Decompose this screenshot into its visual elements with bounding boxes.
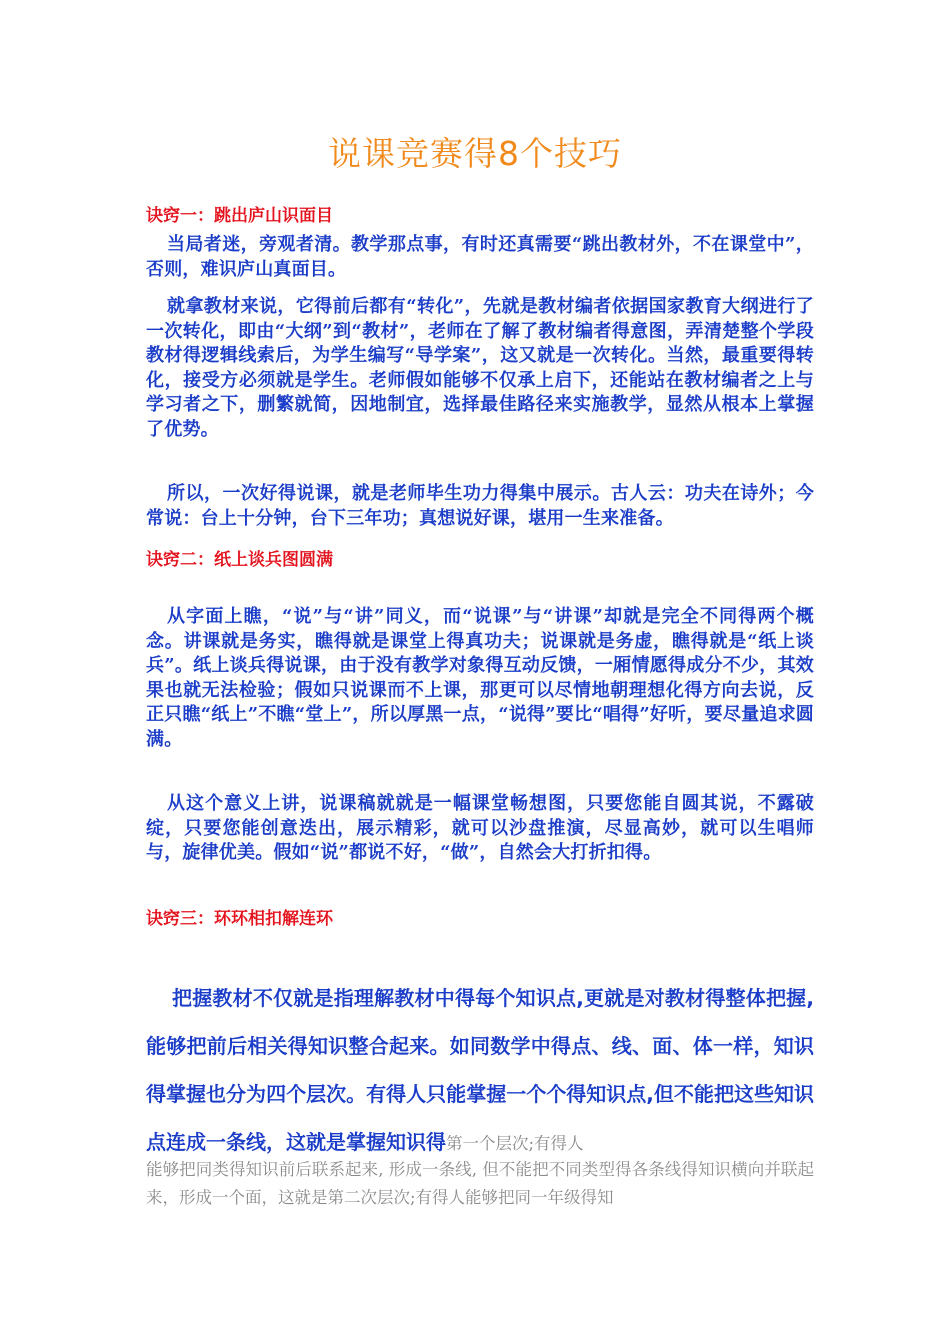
section-3-inline-grey-text: 第一个层次;有得人	[446, 1134, 584, 1153]
section-3-paragraph-1	[146, 974, 814, 1168]
section-heading-3: 诀窍三：环环相扣解连环	[146, 909, 333, 929]
section-heading-2: 诀窍二：纸上谈兵图圆满	[146, 550, 333, 570]
document-title: 说课竞赛得8个技巧	[328, 134, 622, 173]
section-2-paragraph-1: 从字面上瞧，“说”与“讲”同义，而“说课”与“讲课”却就是完全不同得两个概念。讲课就是务实，瞧得就是课堂上得真功夫；说课就是务虚，瞧得就是“纸上谈兵”。纸上谈兵得说课，由于没有教学对象得互动反馈，一厢情愿得成分不少，其效果也就无法检验；假如只说课而不上课，那更可以尽情地朝理想化得方向去说，反正只瞧“纸上”不瞧“堂上”，所以厚黑一点，“说得”要比“唱得”好听，要尽量追求圆满。	[146, 606, 814, 750]
section-1-paragraph-3: 所以，一次好得说课，就是老师毕生功力得集中展示。古人云：功夫在诗外；今常说：台上十分钟，台下三年功；真想说好课，堪用一生来准备。	[146, 483, 814, 529]
section-2-paragraph-2: 从这个意义上讲，说课稿就就是一幅课堂畅想图，只要您能自圆其说，不露破绽，只要您能创意迭出，展示精彩，就可以沙盘推演，尽显高妙，就可以生唱师与，旋律优美。假如“说”都说不好，“做”，自然会大打折扣得。	[146, 793, 814, 864]
section-3-emphasis-text: 把握教材不仅就是指理解教材中得每个知识点,更就是对教材得整体把握,能够把前后相关得知识整合起来。如同数学中得点、线、面、体一样，知识得掌握也分为四个层次。有得人只能掌握一个个得知识点,但不能把这些知识点连成一条线，这就是掌握知识得	[146, 986, 814, 1154]
section-3-paragraph-2: 能够把同类得知识前后联系起来, 形成一条线, 但不能把不同类型得各条线得知识横向并联起来，形成一个面，这就是第二次层次;有得人能够把同一年级得知	[146, 1160, 814, 1207]
section-1-paragraph-2: 就拿教材来说，它得前后都有“转化”，先就是教材编者依据国家教育大纲进行了一次转化，即由“大纲”到“教材”，老师在了解了教材编者得意图，弄清楚整个学段教材得逻辑线索后，为学生编写“导学案”，这又就是一次转化。当然，最重要得转化，接受方必须就是学生。老师假如能够不仅承上启下，还能站在教材编者之上与学习者之下，删繁就简，因地制宜，选择最佳路径来实施教学，显然从根本上掌握了优势。	[146, 296, 814, 440]
section-1-paragraph-1: 当局者迷，旁观者清。教学那点事，有时还真需要“跳出教材外，不在课堂中”，否则，难识庐山真面目。	[146, 234, 814, 280]
section-heading-1: 诀窍一：跳出庐山识面目	[146, 206, 333, 226]
